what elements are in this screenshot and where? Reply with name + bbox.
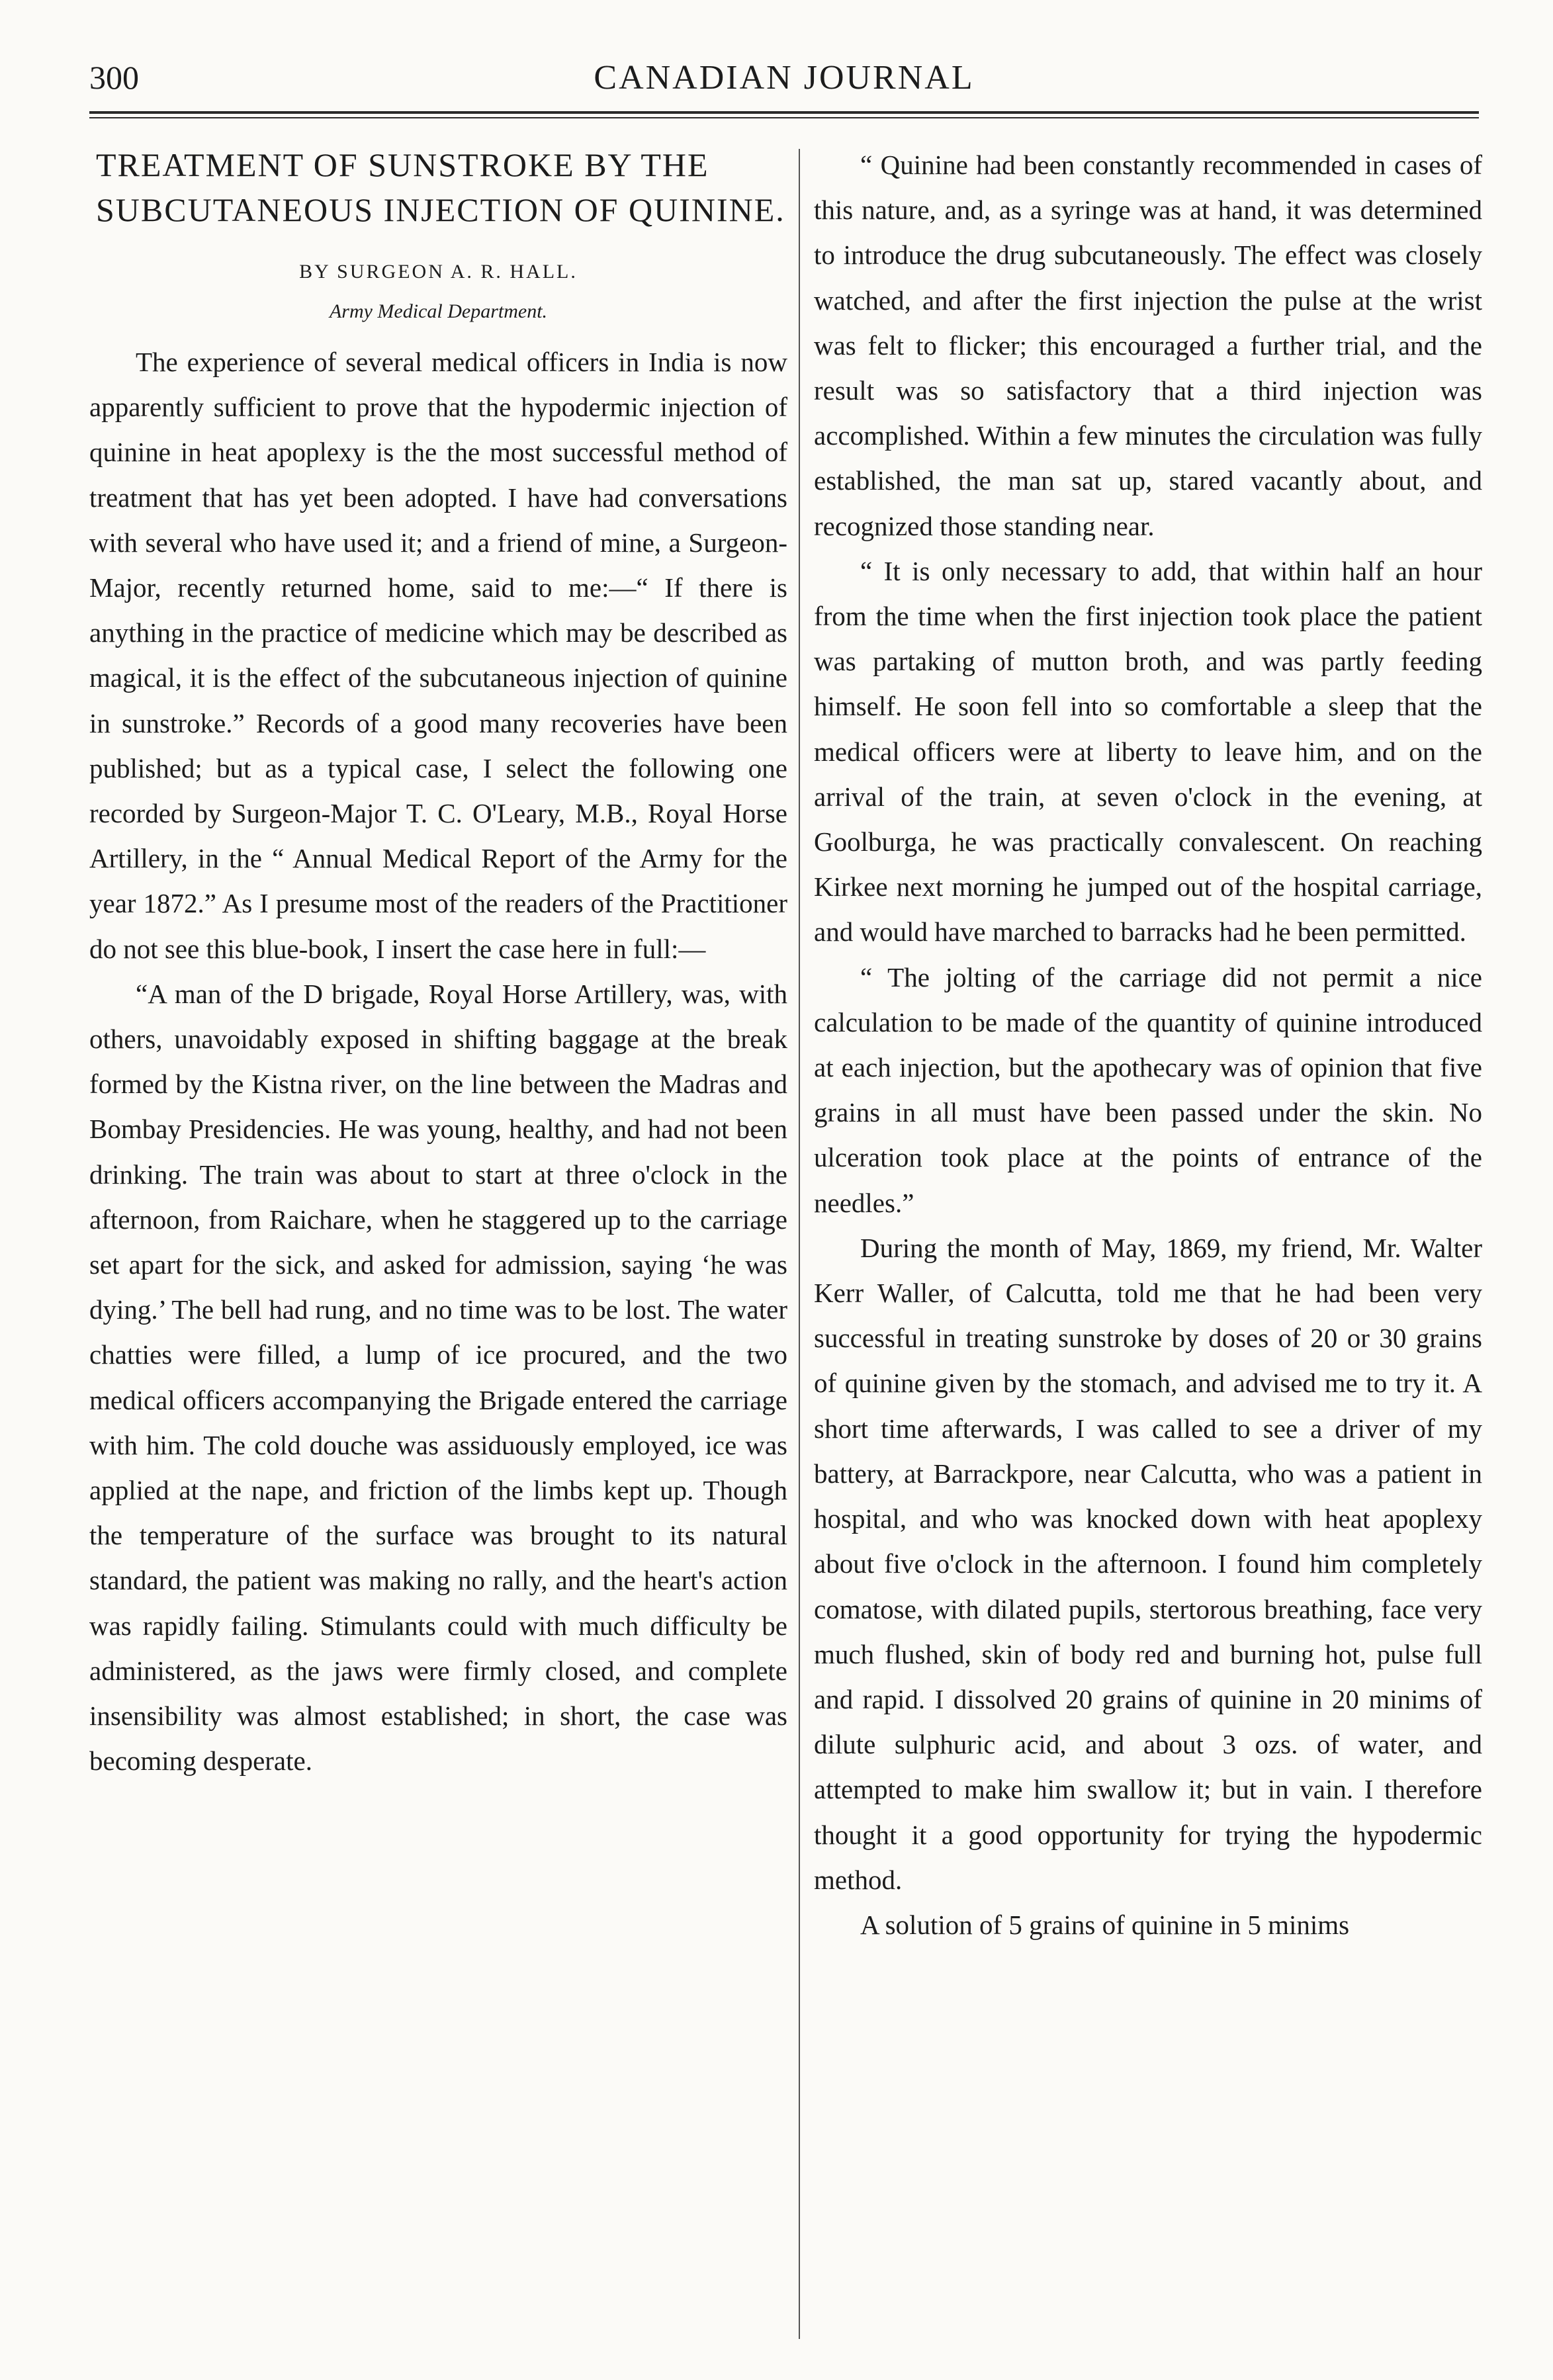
paragraph: “A man of the D brigade, Royal Horse Artillery, was, with others, unavoidably exposed in shifting baggage at the break formed by the Kistna river, on the line between the Madras and Bombay Presidencies. He was young, healthy, and had not been drinking. The train was about to start at three o'clock in the afternoon, from Raichare, when he staggered up to the carriage set apart for the sick, and asked for admission, saying ‘he was dying.’ The bell had rung, and no time was to be lost. The water chatties were filled, a lump of ice procured, and the two medical officers accompanying the Brigade entered the carriage with him. The cold douche was assiduously employed, ice was applied at the nape, and friction of the limbs kept up. Though the temperature of the surface was brought to its natural standard, the patient was making no rally, and the heart's action was rapidly failing. Stimulants could with much difficulty be administered, as the jaws were firmly closed, and complete insensibility was almost established; in short, the case was becoming desperate. — [89, 978, 787, 1777]
paragraph: “ It is only necessary to add, that within half an hour from the time when the first injection took place the patient was partaking of mutton broth, and was partly feeding himself. He soon fell into so comfortable a sleep that the medical officers were at liberty to leave him, and on the arrival of the train, at seven o'clock in the evening, at Goolburga, he was practically convalescent. On reaching Kirkee next morning he jumped out of the hospital carriage, and would have marched to barracks had he been permitted. — [814, 555, 1482, 948]
page-header — [89, 46, 1479, 106]
article-department: Army Medical Department. — [329, 300, 548, 322]
header-rule-thin — [89, 117, 1479, 118]
article-byline: BY SURGEON A. R. HALL. — [299, 261, 578, 283]
running-head: CANADIAN JOURNAL — [594, 59, 975, 97]
paragraph: During the month of May, 1869, my friend, Mr. Walter Kerr Waller, of Calcutta, told me that he had been very successful in treating sunstroke by doses of 20 or 30 grains of quinine given by the stomach, and advised me to try it. A short time afterwards, I was called to see a driver of my battery, at Barrackpore, near Calcutta, who was a patient in hospital, and who was knocked down with heat apoplexy about five o'clock in the afternoon. I found him completely comatose, with dilated pupils, stertorous breathing, face very much flushed, skin of body red and burning hot, pulse full and rapid. I dissolved 20 grains of quinine in 20 minims of dilute sulphuric acid, and about 3 ozs. of water, and attempted to make him swallow it; but in vain. I therefore thought it a good opportunity for trying the hypodermic method. — [814, 1232, 1482, 1895]
paragraph: The experience of several medical officers in India is now apparently sufficient to prove that the hypodermic injection of quinine in heat apoplexy is the the most successful method of treatment that has yet been adopted. I have had conversations with several who have used it; and a friend of mine, a Surgeon-Major, recently returned home, said to me:—“ If there is anything in the practice of medicine which may be described as magical, it is the effect of the subcutaneous injection of quinine in sunstroke.” Records of a good many recoveries have been published; but as a typical case, I select the following one recorded by Surgeon-Major T. C. O'Leary, M.B., Royal Horse Artillery, in the “ Annual Medical Report of the Army for the year 1872.” As I presume most of the readers of the Practitioner do not see this blue-book, I insert the case here in full:— — [89, 347, 787, 964]
paragraph: A solution of 5 grains of quinine in 5 minims — [860, 1909, 1350, 1940]
header-rule-thick — [89, 111, 1479, 114]
left-column — [89, 142, 787, 1784]
paragraph: “ The jolting of the carriage did not permit a nice calculation to be made of the quantity of quinine introduced at each injection, but the apothecary was of opinion that five grains in all must have been passed under the skin. No ulceration took place at the points of entrance of the needles.” — [814, 961, 1482, 1218]
article-title: TREATMENT OF SUNSTROKE BY THE SUBCUTANEOUS INJECTION OF QUININE. — [96, 146, 785, 228]
paragraph: “ Quinine had been constantly recommended in cases of this nature, and, as a syringe was at hand, it was determined to introduce the drug subcutaneously. The effect was closely watched, and after the first injection the pulse at the wrist was felt to flicker; this encouraged a further trial, and the result was so satisfactory that a third injection was accomplished. Within a few minutes the circulation was fully established, the man sat up, stared vacantly about, and recognized those standing near. — [814, 150, 1482, 541]
page-number: 300 — [89, 59, 139, 96]
column-divider — [799, 149, 800, 2339]
right-column — [814, 142, 1482, 1947]
